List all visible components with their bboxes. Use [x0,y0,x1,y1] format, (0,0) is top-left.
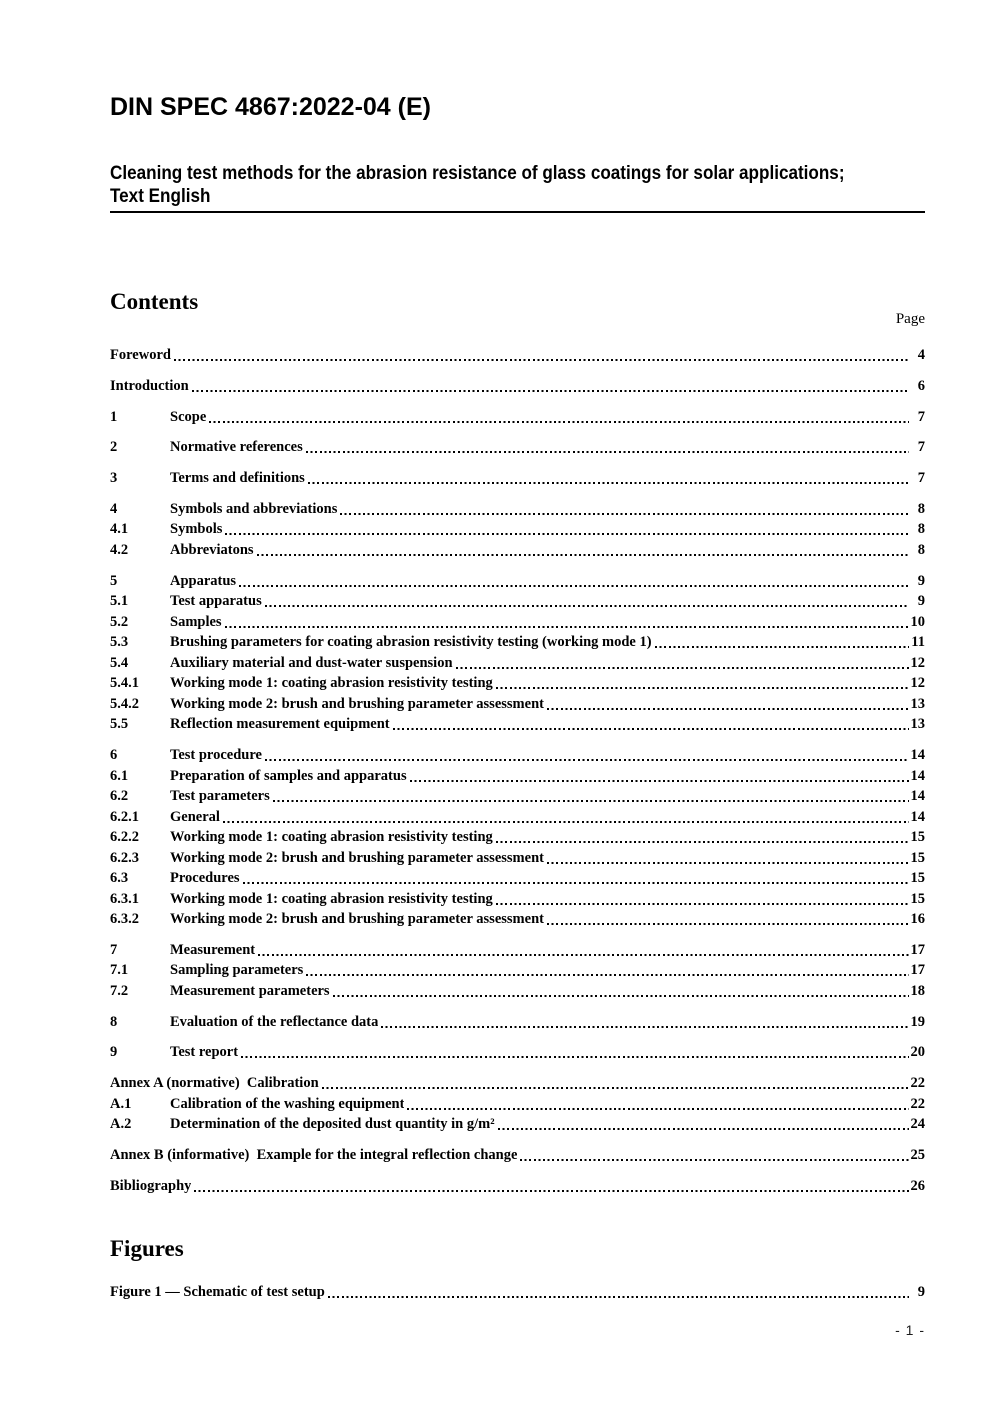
toc-entry[interactable] [110,807,925,828]
toc-entry[interactable] [110,960,925,981]
toc-entry[interactable] [110,468,925,489]
toc-leader-dots [496,687,909,689]
toc-leader-dots [498,1128,909,1130]
toc-entry-label: Terms and definitions [170,470,305,487]
toc-entry-label: Auxiliary material and dust-water suspension [170,654,453,671]
toc-entry[interactable] [110,499,925,520]
toc-group [110,376,925,397]
toc-entry-label: Procedures [170,870,240,887]
toc-entry-label: Measurement [170,941,256,958]
toc-entry-page: 9 [917,593,925,610]
toc-entry[interactable] [110,1145,925,1166]
toc-entry-page: 14 [910,767,925,784]
toc-entry-label: Determination of the deposited dust quantity in g/m² [170,1116,495,1133]
toc-entry-page: 12 [910,675,925,692]
toc-group [110,745,925,930]
toc-entry-label: Symbols and abbreviations [170,500,338,517]
toc-group [110,468,925,489]
toc-entry[interactable] [110,1114,925,1135]
toc-entry-label: Annex B (informative) Example for the integral reflection change [110,1147,518,1164]
toc-entry-label: Annex A (normative) Calibration [110,1075,319,1092]
toc-entry-page: 18 [910,982,925,999]
toc-entry-number: 5.3 [110,634,129,651]
toc-entry-number: 7.1 [110,962,129,979]
toc-entry-page: 11 [911,634,925,651]
toc-leader-dots [306,451,909,453]
toc-entry-page: 25 [910,1147,925,1164]
toc-entry-page: 16 [910,911,925,928]
toc-entry-number: A.2 [110,1116,132,1133]
toc-group [110,1145,925,1166]
toc-entry-page: 7 [917,408,925,425]
toc-entry-page: 14 [910,747,925,764]
figures-heading: Figures [110,1236,184,1262]
toc-entry-label: Samples [170,613,222,630]
toc-entry-page: 15 [910,829,925,846]
toc-entry-page: 9 [917,572,925,589]
toc-entry[interactable] [110,714,925,735]
toc-entry[interactable] [110,981,925,1002]
toc-entry[interactable] [110,766,925,787]
toc-entry-label: Bibliography [110,1177,192,1194]
toc-entry-number: 6.3 [110,870,129,887]
toc-entry-label: Test parameters [170,788,270,805]
toc-leader-dots [306,974,908,976]
toc-entry-page: 12 [910,654,925,671]
toc-leader-dots [223,821,909,823]
footer-page-number: - 1 - [895,1321,925,1338]
toc-entry-number: 5 [110,572,118,589]
toc-entry[interactable] [110,940,925,961]
toc-entry-number: 6.3.2 [110,911,139,928]
toc-entry-page: 17 [910,962,925,979]
toc-group [110,407,925,428]
toc-entry[interactable] [110,653,925,674]
page-column-label: Page [895,311,925,327]
toc-leader-dots [407,1108,908,1110]
toc-leader-dots [194,1190,908,1192]
toc-entry-number: 6.2.1 [110,808,139,825]
toc-leader-dots [547,708,909,710]
toc-entry-label: Scope [170,408,207,425]
toc-group [110,1073,925,1135]
toc-entry-page: 9 [917,1284,925,1301]
toc-entry-label: Preparation of samples and apparatus [170,767,407,784]
toc-entry-label: Normative references [170,439,303,456]
toc-entry-page: 14 [910,788,925,805]
toc-leader-dots [496,841,909,843]
toc-group [110,1042,925,1063]
toc-entry-page: 20 [910,1044,925,1061]
toc-entry-number: 8 [110,1013,118,1030]
toc-leader-dots [265,759,909,761]
toc-leader-dots [209,421,909,423]
toc-entry-number: 4.1 [110,521,129,538]
toc-leader-dots [410,780,909,782]
toc-entry[interactable] [110,540,925,561]
toc-entry-number: 6.2 [110,788,129,805]
toc-entry-page: 7 [917,470,925,487]
toc-entry-label: Symbols [170,521,223,538]
toc-leader-dots [381,1026,908,1028]
toc-entry[interactable] [110,694,925,715]
toc-entry-page: 7 [917,439,925,456]
toc-entry[interactable] [110,889,925,910]
toc-entry-number: 5.5 [110,716,129,733]
toc-leader-dots [239,585,909,587]
toc-entry-label: Brushing parameters for coating abrasion resistivity testing (working mode 1) [170,634,652,651]
toc-entry[interactable] [110,612,925,633]
toc-entry[interactable] [110,632,925,653]
toc-entry-number: 6.2.2 [110,829,139,846]
toc-entry-page: 6 [917,377,925,394]
toc-entry-number: 1 [110,408,118,425]
toc-entry-label: General [170,808,220,825]
toc-group [110,940,925,1002]
toc-group [110,1012,925,1033]
toc-leader-dots [257,554,909,556]
toc-entry[interactable] [110,376,925,397]
toc-leader-dots [520,1159,908,1161]
toc-leader-dots [258,954,908,956]
toc-entry[interactable] [110,1176,925,1197]
toc-entry-number: A.1 [110,1095,132,1112]
toc-leader-dots [192,390,909,392]
toc-entry-number: 4.2 [110,541,129,558]
toc-leader-dots [547,923,909,925]
toc-entry-label: Working mode 2: brush and brushing parameter assessment [170,849,544,866]
toc-entry[interactable] [110,673,925,694]
toc-entry-label: Sampling parameters [170,962,304,979]
toc-entry-label: Calibration of the washing equipment [170,1095,405,1112]
toc-leader-dots [243,882,909,884]
toc-entry-label: Working mode 1: coating abrasion resistivity testing [170,675,493,692]
toc-entry-page: 22 [910,1075,925,1092]
toc-entry-number: 4 [110,500,118,517]
toc-entry-page: 24 [910,1116,925,1133]
toc-entry-label: Measurement parameters [170,982,330,999]
toc-entry-number: 2 [110,439,118,456]
toc-entry-page: 8 [917,500,925,517]
toc-group [110,1176,925,1197]
toc-entry-label: Abbreviatons [170,541,254,558]
toc-entry-page: 15 [910,849,925,866]
toc-entry-number: 5.2 [110,613,129,630]
toc-entry-number: 6 [110,747,118,764]
toc-entry[interactable] [110,345,925,366]
toc-group [110,571,925,735]
toc-leader-dots [308,482,909,484]
toc-entry-label: Working mode 1: coating abrasion resistivity testing [170,890,493,907]
toc-leader-dots [393,728,909,730]
toc-group [110,345,925,366]
toc-entry[interactable] [110,437,925,458]
toc-leader-dots [547,862,909,864]
toc-entry[interactable] [110,868,925,889]
toc-entry[interactable] [110,827,925,848]
toc-leader-dots [273,800,909,802]
contents-heading: Contents [110,289,199,314]
toc-leader-dots [174,359,909,361]
toc-entry-label: Working mode 1: coating abrasion resistivity testing [170,829,493,846]
toc-entry-label: Test procedure [170,747,262,764]
toc-entry-label: Apparatus [170,572,237,589]
toc-entry-number: 5.4.2 [110,695,139,712]
toc-entry[interactable] [110,1042,925,1063]
toc-leader-dots [328,1296,909,1298]
toc-entry-page: 15 [910,870,925,887]
toc-entry-number: 6.3.1 [110,890,139,907]
toc-entry[interactable] [110,1094,925,1115]
toc-entry-page: 13 [910,695,925,712]
toc-leader-dots [225,626,909,628]
document-title: Cleaning test methods for the abrasion resistance of glass coatings for solar applications; Text English [110,163,845,207]
figure-entry[interactable] [110,1282,925,1303]
toc-entry-label: Foreword [110,347,171,363]
toc-entry-number: 5.1 [110,593,129,610]
toc-entry-number: 7 [110,941,118,958]
toc-entry-label: Test apparatus [170,593,262,610]
toc-entry-page: 10 [910,613,925,630]
toc-entry-number: 6.2.3 [110,849,139,866]
toc-entry[interactable] [110,1073,925,1094]
toc-entry-page: 19 [910,1013,925,1030]
toc-leader-dots [456,667,909,669]
toc-entry[interactable] [110,519,925,540]
toc-leader-dots [496,903,909,905]
toc-entry-page: 8 [917,521,925,538]
toc-leader-dots [225,533,909,535]
toc-leader-dots [333,995,909,997]
toc-entry[interactable] [110,407,925,428]
toc-entry-page: 26 [910,1177,925,1194]
toc-leader-dots [265,605,909,607]
toc-leader-dots [655,646,909,648]
toc-entry-number: 5.4 [110,654,129,671]
toc-entry-label: Figure 1 — Schematic of test setup [110,1284,325,1301]
toc-entry-page: 8 [917,541,925,558]
toc-entry-label: Evaluation of the reflectance data [170,1013,379,1030]
toc-group [110,437,925,458]
document-number: DIN SPEC 4867:2022-04 (E) [110,93,431,121]
toc-entry-number: 3 [110,470,118,487]
toc-groups [110,345,925,1196]
toc-entry[interactable] [110,786,925,807]
toc-entry-page: 15 [910,890,925,907]
toc-entry-label: Reflection measurement equipment [170,716,390,733]
toc-entry[interactable] [110,909,925,930]
toc-entry-label: Introduction [110,377,189,394]
toc-entry[interactable] [110,745,925,766]
toc-entry[interactable] [110,571,925,592]
toc-entry-number: 5.4.1 [110,675,139,692]
toc-entry[interactable] [110,591,925,612]
toc-entry-page: 13 [910,716,925,733]
toc-entry-page: 22 [910,1095,925,1112]
toc-entry-number: 9 [110,1044,118,1061]
toc-entry-label: Working mode 2: brush and brushing parameter assessment [170,695,544,712]
toc-entry-label: Test report [170,1044,239,1061]
toc-entry-number: 7.2 [110,982,129,999]
toc-entry-number: 6.1 [110,767,129,784]
toc-entry[interactable] [110,1012,925,1033]
toc-entry[interactable] [110,848,925,869]
toc-entry-label: Working mode 2: brush and brushing parameter assessment [170,911,544,928]
header-rule [110,211,925,213]
toc-entry-page: 4 [917,347,925,363]
figures-list [110,1282,925,1303]
toc-leader-dots [322,1087,909,1089]
toc-entry-page: 17 [910,941,925,958]
toc-leader-dots [340,513,909,515]
toc-entry-page: 14 [910,808,925,825]
toc-leader-dots [241,1056,908,1058]
toc-group [110,499,925,561]
